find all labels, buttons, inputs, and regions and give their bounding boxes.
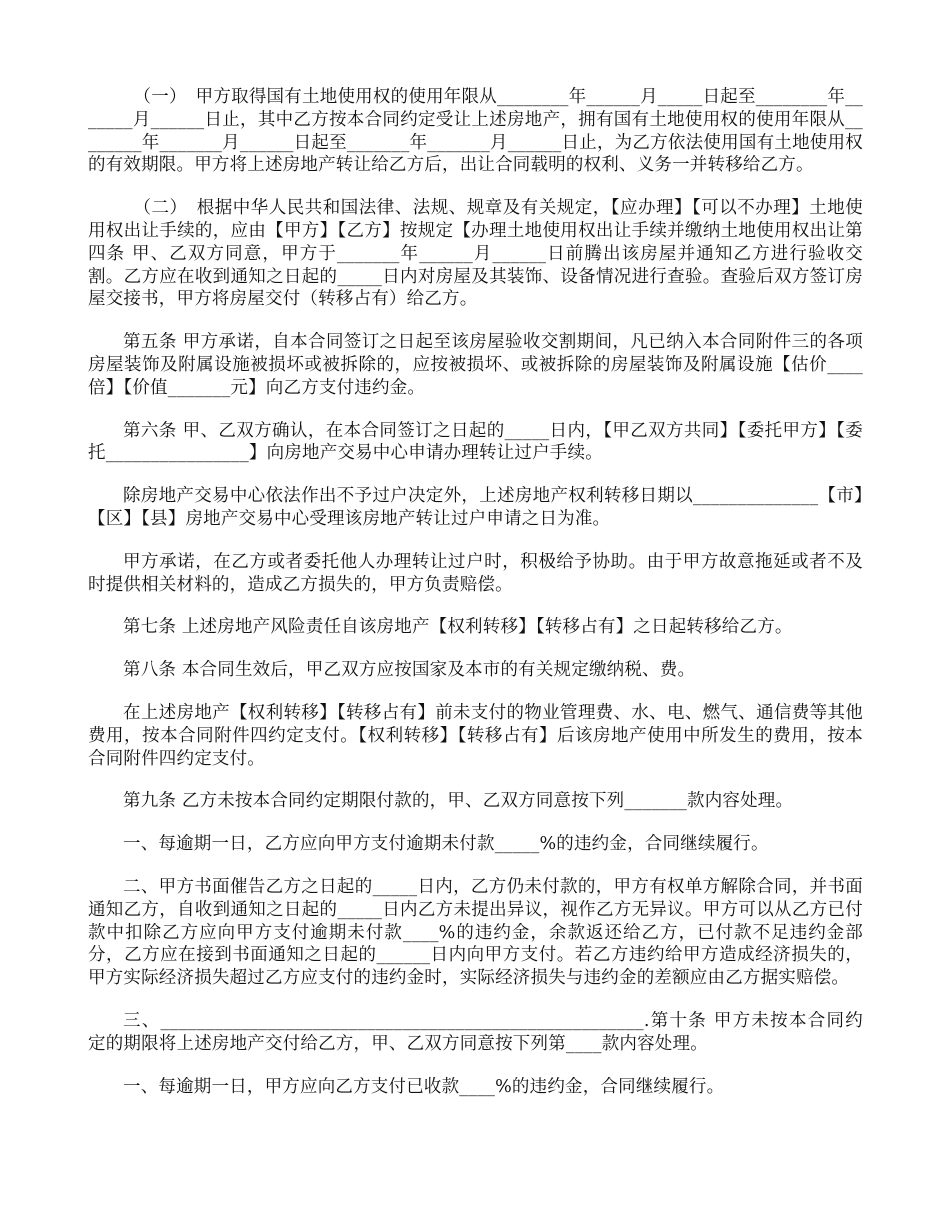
clause-9-item-1: 一、每逾期一日，乙方应向甲方支付逾期未付款_____%的违约金，合同继续履行。 <box>123 834 769 855</box>
clause-article-6: 第六条 甲、乙双方确认，在本合同签订之日起的_____日内，【甲乙双方共同】【委托甲方】【委托________________】向房地产交易中心申请办理转让过户手续。 <box>88 420 863 464</box>
clause-land-transfer-and-handover: （二） 根据中华人民共和国法律、法规、规章及有关规定，【应办理】【可以不办理】土地使用权出让手续的，应由【甲方】【乙方】按规定【办理土地使用权出让手续并缴纳土地使用权出让第四条 甲、乙双方同意，甲方于_______年______月______日前腾出该房屋并通知乙方进行验收交割。乙方应在收到通知之日起的_____日内对房屋及其装饰、设备情况进行查验。查验后双方签订房屋交接书，甲方将房屋交付（转移占有）给乙方。 <box>88 198 863 310</box>
clause-transfer-date: 除房地产交易中心依法作出不予过户决定外，上述房地产权利转移日期以______________【市】【区】【县】房地产交易中心受理该房地产转让过户申请之日为准。 <box>88 486 863 529</box>
clause-party-a-assistance: 甲方承诺，在乙方或者委托他人办理转让过户时，积极给予协助。由于甲方故意拖延或者不及时提供相关材料的，造成乙方损失的，甲方负责赔偿。 <box>88 551 863 595</box>
clause-land-use-term: （一） 甲方取得国有土地使用权的使用年限从________年______月_____日起至________年_______月______日止，其中乙方按本合同约定受让上述房地产，拥有国有土地使用权的使用年限从________年_______月______日起至_______年_______月______日止，为乙方依法使用国有土地使用权的有效期限。甲方将上述房地产转让给乙方后，出让合同载明的权利、义务一并转移给乙方。 <box>88 87 863 176</box>
clause-article-7: 第七条 上述房地产风险责任自该房地产【权利转移】【转移占有】之日起转移给乙方。 <box>123 617 793 638</box>
clause-article-5: 第五条 甲方承诺，自本合同签订之日起至该房屋验收交割期间，凡已纳入本合同附件三的各项房屋装饰及附属设施被损坏或被拆除的，应按被损坏、或被拆除的房屋装饰及附属设施【估价____倍】【价值_______元】向乙方支付违约金。 <box>88 332 863 398</box>
clause-article-9: 第九条 乙方未按本合同约定期限付款的，甲、乙双方同意按下列_______款内容处理。 <box>123 791 794 812</box>
clause-10-item-1: 一、每逾期一日，甲方应向乙方支付已收款____%的违约金，合同继续履行。 <box>123 1076 725 1097</box>
clause-fees-payment: 在上述房地产【权利转移】【转移占有】前未支付的物业管理费、水、电、燃气、通信费等其他费用，按本合同附件四约定支付。【权利转移】【转移占有】后该房地产使用中所发生的费用，按本合同附件四约定支付。 <box>88 702 863 769</box>
clause-9-item-3-article-10: 三、______________________________________________________.第十条 甲方未按本合同约定的期限将上述房地产交付给乙方，甲、乙双方同意按下列第____款内容处理。 <box>88 1010 863 1054</box>
clause-article-8: 第八条 本合同生效后，甲乙双方应按国家及本市的有关规定缴纳税、费。 <box>123 660 696 681</box>
clause-9-item-2: 二、甲方书面催告乙方之日起的_____日内，乙方仍未付款的，甲方有权单方解除合同，并书面通知乙方，自收到通知之日起的_____日内乙方未提出异议，视作乙方无异议。甲方可以从乙方已付款中扣除乙方应向甲方支付逾期未付款____%的违约金，余款返还给乙方，已付款不足违约金部分，乙方应在接到书面通知之日起的______日内向甲方支付。若乙方违约给甲方造成经济损失的，甲方实际经济损失超过乙方应支付的违约金时，实际经济损失与违约金的差额应由乙方据实赔偿。 <box>88 876 863 989</box>
contract-page <box>88 86 863 1118</box>
